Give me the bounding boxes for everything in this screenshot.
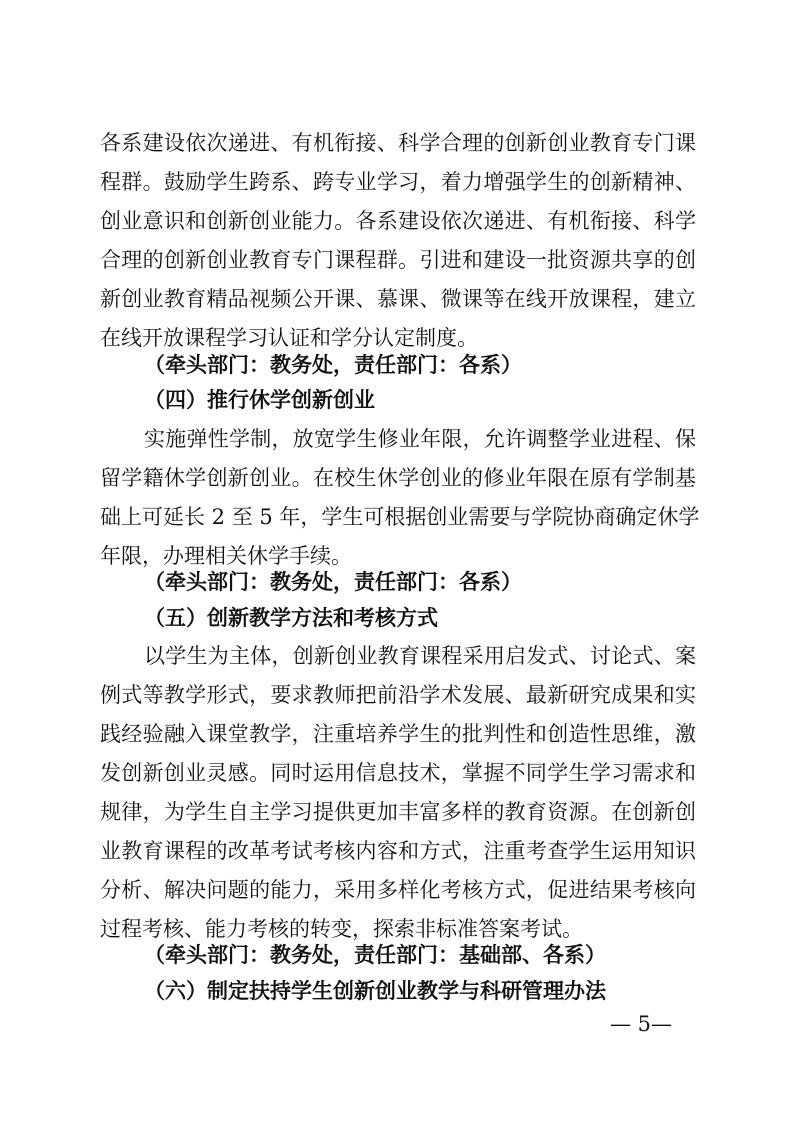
section-heading: （五）创新教学方法和考核方式 bbox=[144, 606, 438, 630]
paragraph-line: 合理的创新创业教育专门课程群。引进和建设一批资源共享的创 bbox=[100, 248, 696, 272]
paragraph-line: 实施弹性学制，放宽学生修业年限，允许调整学业进程、保 bbox=[144, 427, 696, 451]
page-number: — 5— bbox=[610, 1012, 673, 1036]
responsible-departments: （牵头部门：教务处，责任部门：各系） bbox=[144, 570, 522, 594]
paragraph-line: 留学籍休学创新创业。在校生休学创业的修业年限在原有学制基 bbox=[100, 466, 696, 490]
paragraph-line: 规律，为学生自主学习提供更加丰富多样的教育资源。在创新创 bbox=[100, 800, 696, 824]
paragraph-line: 年限，办理相关休学手续。 bbox=[100, 544, 352, 568]
paragraph-line: 过程考核、能力考核的转变，探索非标准答案考试。 bbox=[100, 917, 583, 941]
paragraph-line: 在线开放课程学习认证和学分认定制度。 bbox=[100, 326, 478, 350]
responsible-departments: （牵头部门：教务处，责任部门：各系） bbox=[144, 353, 522, 377]
paragraph-line: 各系建设依次递进、有机衔接、科学合理的创新创业教育专门课 bbox=[100, 131, 696, 155]
section-heading: （四）推行休学创新创业 bbox=[144, 388, 375, 412]
paragraph-line: 以学生为主体，创新创业教育课程采用启发式、讨论式、案 bbox=[144, 644, 696, 668]
responsible-departments: （牵头部门：教务处，责任部门：基础部、各系） bbox=[144, 943, 606, 967]
section-heading: （六）制定扶持学生创新创业教学与科研管理办法 bbox=[144, 979, 606, 1003]
paragraph-line: 业教育课程的改革考试考核内容和方式，注重考查学生运用知识 bbox=[100, 839, 696, 863]
paragraph-line: 创业意识和创新创业能力。各系建设依次递进、有机衔接、科学 bbox=[100, 209, 696, 233]
paragraph-line: 例式等教学形式，要求教师把前沿学术发展、最新研究成果和实 bbox=[100, 683, 696, 707]
paragraph-line: 分析、解决问题的能力，采用多样化考核方式，促进结果考核向 bbox=[100, 878, 696, 902]
paragraph-line: 程群。鼓励学生跨系、跨专业学习，着力增强学生的创新精神、 bbox=[100, 170, 696, 194]
paragraph-line: 发创新创业灵感。同时运用信息技术，掌握不同学生学习需求和 bbox=[100, 761, 696, 785]
paragraph-line: 新创业教育精品视频公开课、慕课、微课等在线开放课程，建立 bbox=[100, 287, 696, 311]
paragraph-line: 础上可延长 2 至 5 年，学生可根据创业需要与学院协商确定休学 bbox=[100, 505, 700, 529]
paragraph-line: 践经验融入课堂教学，注重培养学生的批判性和创造性思维，激 bbox=[100, 722, 696, 746]
